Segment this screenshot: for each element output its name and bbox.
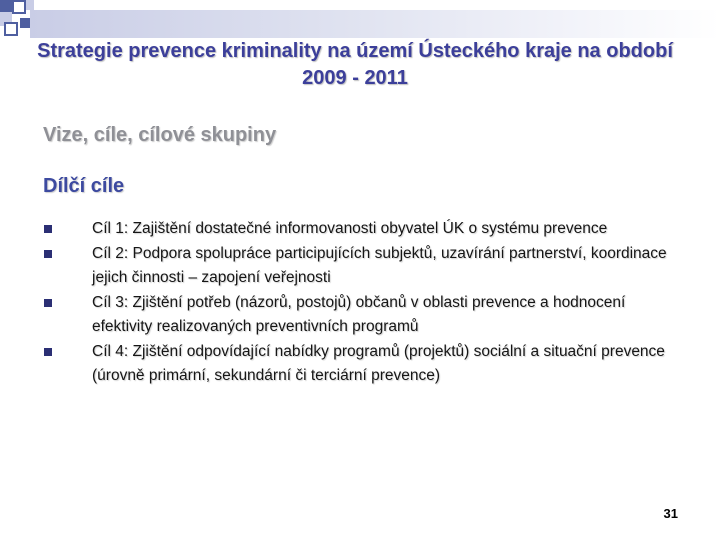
corner-square-outline-icon [12, 0, 26, 14]
square-bullet-icon [44, 250, 52, 258]
corner-square-solid-icon [0, 0, 12, 12]
square-bullet-icon [44, 299, 52, 307]
section-title: Dílčí cíle [43, 175, 125, 197]
square-bullet-icon [44, 348, 52, 356]
corner-square-light-icon [26, 0, 34, 10]
corner-square-outline-icon [4, 22, 18, 36]
goal-text: Cíl 1: Zajištění dostatečné informovanosti obyvatel ÚK o systému prevence [92, 220, 608, 237]
slide-title: Strategie prevence kriminality na území Ústeckého kraje na období 2009 - 2011 [37, 40, 673, 89]
slide-subtitle: Vize, cíle, cílové skupiny [43, 124, 277, 146]
list-item [43, 217, 683, 242]
goal-list [43, 217, 683, 389]
goal-text: Cíl 4: Zjištění odpovídající nabídky programů (projektů) sociální a situační prevence (úrovně primární, sekundární či terciární prevence) [92, 342, 665, 384]
page-number: 31 [663, 506, 678, 521]
goal-text: Cíl 2: Podpora spolupráce participujících subjektů, uzavírání partnerství, koordinace jejich činnosti – zapojení veřejnosti [92, 244, 667, 286]
list-item [43, 340, 683, 389]
list-item [43, 242, 683, 291]
top-decorative-bar [30, 10, 720, 38]
corner-square-solid-icon [20, 18, 30, 28]
goal-text: Cíl 3: Zjištění potřeb (názorů, postojů) občanů v oblasti prevence a hodnocení efektivity realizovaných preventivních programů [92, 293, 626, 335]
list-item [43, 291, 683, 340]
square-bullet-icon [44, 225, 52, 233]
